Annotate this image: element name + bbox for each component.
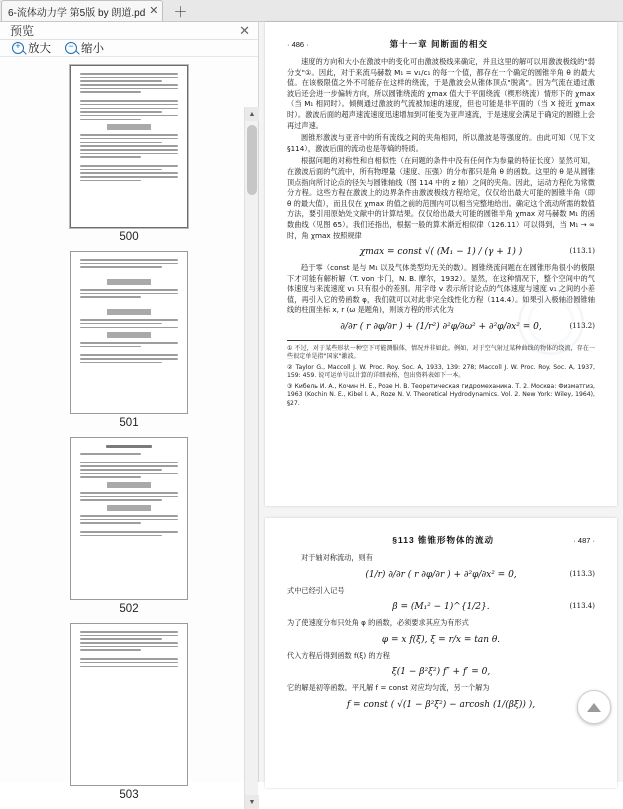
zoom-out-label: 缩小	[81, 43, 104, 55]
list-item[interactable]	[10, 623, 248, 801]
equation-number: (113.4)	[569, 602, 595, 611]
equation-expression: χmax = const √( (M₁ − 1) / (γ + 1) )	[359, 247, 523, 258]
equation	[287, 635, 595, 645]
page-label: 503	[119, 789, 139, 801]
page-label: 500	[119, 231, 139, 243]
section-heading: §113 锥锥形物体的流动	[392, 535, 495, 545]
page-thumbnail[interactable]	[70, 437, 188, 600]
equation-number: (113.3)	[569, 569, 595, 578]
zoom-in-label: 放大	[28, 43, 51, 55]
equation	[287, 570, 595, 580]
close-icon[interactable]: ✕	[149, 4, 159, 17]
document-viewer[interactable]	[259, 22, 623, 782]
document-page	[265, 518, 617, 788]
browser-tab-bar	[0, 0, 623, 22]
footnote-divider	[287, 340, 392, 341]
equation-expression: f = const ( √(1 − β²ξ²) − arcosh (1/(βξ)) ),	[346, 699, 536, 710]
chapter-heading: 第十一章 间断面的相交	[389, 39, 489, 49]
tab-title: 6-流体动力学 第5版 by 朗道.pd	[8, 7, 146, 19]
equation	[287, 667, 595, 677]
equation-number: (113.2)	[569, 322, 595, 331]
equation-expression: β = (M₁² − 1)^{1/2}.	[392, 602, 490, 613]
page-thumbnail[interactable]	[70, 623, 188, 786]
paragraph: 为了使速度分布只处角 φ 的函数，必须要求其应为有形式	[287, 618, 469, 628]
list-item[interactable]	[10, 251, 248, 429]
scrollbar-thumb[interactable]	[247, 125, 257, 195]
preview-header	[0, 22, 258, 40]
list-item[interactable]	[10, 437, 248, 615]
footnote: ② Taylor G., Maccoll J. W. Proc. Roy. Soc. A, 1933, 139: 278; Maccoll J. W. Proc. Roy. Soc. A, 1937, 159: 459. 说可运单号以计算的详细表格，包出资料表如下一本。	[287, 363, 595, 380]
equation-expression: ξ(1 − β²ξ²) f″ + f′ = 0,	[391, 667, 491, 678]
zoom-in-button[interactable]	[12, 40, 51, 56]
page-thumbnail[interactable]	[70, 251, 188, 414]
paragraph: 圆锥形激波与亚音中的所有流线之间的夹角相同，所以激波是等强度的。由此可知（见下文 §114），激波后面的流动也是等熵的特质。	[287, 133, 595, 153]
thumbnail-scrollbar[interactable]	[244, 107, 258, 809]
page-label: 501	[119, 417, 139, 429]
close-icon[interactable]: ✕	[239, 23, 250, 38]
zoom-out-button[interactable]	[65, 40, 104, 56]
paragraph: 根据问题的对称性和自相似性（在问题的条件中没有任何作为参量的特征长度）显然可知，在激波后面的气流中，所有物理量（速度、压强）的分布都只是角 θ 的函数。这里的 θ 是从圆锥顶点指向所讨论点的径矢与圆锥轴线（图 114 中的 z 轴）之间的夹角。因此，运动方程化为常微分方程。这些方程在激波上的边界条件由激波极线方程给定，仅仅给出最大可能的圆锥半角（即 θ 的最大值），而且仅在 χmax 的值之前的范围内可以相当完整地给出。确定这个流动所需的数值方法，要引用原始处文献中的计算结果。仅仅给出最大可能的圆锥半角 χmax 对马赫数 M₁ 的函数曲线（见图 65）。我们还指出，根据一般的算术渐近相似律（126.11）可以得到，当 M₁ → ∞ 时，角 χmax 按照规律	[287, 156, 595, 240]
arrow-up-icon	[587, 703, 601, 712]
page-number: · 487 ·	[573, 536, 595, 545]
equation	[287, 602, 595, 612]
chevron-up-icon[interactable]: ▲	[245, 107, 259, 121]
magnifier-minus-icon: −	[65, 42, 77, 54]
scroll-to-top-button[interactable]	[577, 690, 611, 724]
page-thumbnail[interactable]	[70, 65, 188, 228]
equation	[287, 700, 595, 710]
plus-icon[interactable]: ＋	[173, 4, 188, 20]
preview-toolbar	[0, 40, 258, 57]
paragraph: 它的解是初等函数。平凡解 f = const 对应均匀流，另一个解为	[287, 683, 490, 693]
equation	[287, 247, 595, 257]
page-header	[287, 534, 595, 546]
paragraph: 式中已经引入记号	[287, 585, 345, 595]
magnifier-plus-icon: +	[12, 42, 24, 54]
footnote: ① 不过，对于某些形状一种空下可能测服体，情况并非如此。例如，对于空气射过某种曲线的物体的绕流，存在一些很定单是指"国家"激波。	[287, 345, 595, 361]
list-item[interactable]	[10, 65, 248, 243]
equation-expression: ∂/∂r ( r ∂φ/∂r ) + (1/r²) ∂²φ/∂ω² + ∂²φ/∂x² = 0,	[340, 322, 542, 333]
page-label: 502	[119, 603, 139, 615]
equation-expression: φ = x f(ξ), ξ = r/x = tan θ.	[381, 634, 501, 645]
chevron-down-icon[interactable]: ▼	[245, 795, 259, 809]
equation-expression: (1/r) ∂/∂r ( r ∂φ/∂r ) + ∂²φ/∂x² = 0,	[365, 569, 517, 580]
preview-panel	[0, 22, 259, 806]
paragraph: 代入方程后得到函数 f(ξ) 的方程	[287, 650, 390, 660]
page-number: · 486 ·	[287, 40, 309, 49]
preview-title: 预览	[10, 24, 35, 38]
thumbnail-list[interactable]	[0, 57, 258, 809]
equation	[287, 322, 595, 332]
main-area	[0, 22, 623, 806]
paragraph: 速度的方向和大小在激波中的变化可由激波极线来确定，并且这里的解可以用激波极线的"弱分支"①。因此，对于来流马赫数 M₁ = v₁/c₁ 的每一个值，都存在一个确定的圆锥半角 θ 的最大值。在该极限值之外不可能存在这样的绕流，于是激波会从锥体顶点"脱离"。因为气流在通过激波后还会进一步偏转方向，所以圆锥绕流的 χmax 值大于平面绕流（楔形绕流）情形下的 χmax（当 M₁ 相同时）。倾侧通过激波的气流被加速的速度，但也可能是非平面的（当 X 接近 χmax 时）。激波后面的超声速流速度迅速增加到可能变为亚声速流，于是速度会满足于确定的圆锥上会再过声速。	[287, 57, 595, 130]
page-header	[287, 38, 595, 50]
paragraph: 对于轴对称流动，则有	[301, 553, 373, 562]
equation-number: (113.1)	[569, 247, 595, 256]
footnote: ③ Кибель И. А., Кочин Н. Е., Розе Н. В. Теоретическая гидромеханика. Т. 2. Москва: Физматгиз, 1963 (Kochin N. E., Kibel I. A., Roze N. V. Theoretical Hydrodynamics. Vol. 2. New York: Wiley, 1964), §27.	[287, 382, 595, 407]
document-page	[265, 22, 617, 506]
paragraph: 趋于零（const 是与 M₁ 以及气体类型均无关的数）。圆锥绕流问题在在圆锥形角很小的极限下才可能有解析解（T. von 卡门，N. B. 摩尔，1932）。显然，在这种情况下，整个空间中的气体速度与来流速度 v₁ 只有很小的差别。用字母 v 表示所讨论点的气体速度与速度 v₁ 之间的小差值，再引入它的势函数 φ，我们就可以对此非完全线性化方程（114.4）。如果引入极轴沿圆锥轴线的柱面坐标 x, r (ω 是题角)，则该方程的形式化为	[287, 263, 595, 315]
tab-document[interactable]	[1, 0, 163, 21]
